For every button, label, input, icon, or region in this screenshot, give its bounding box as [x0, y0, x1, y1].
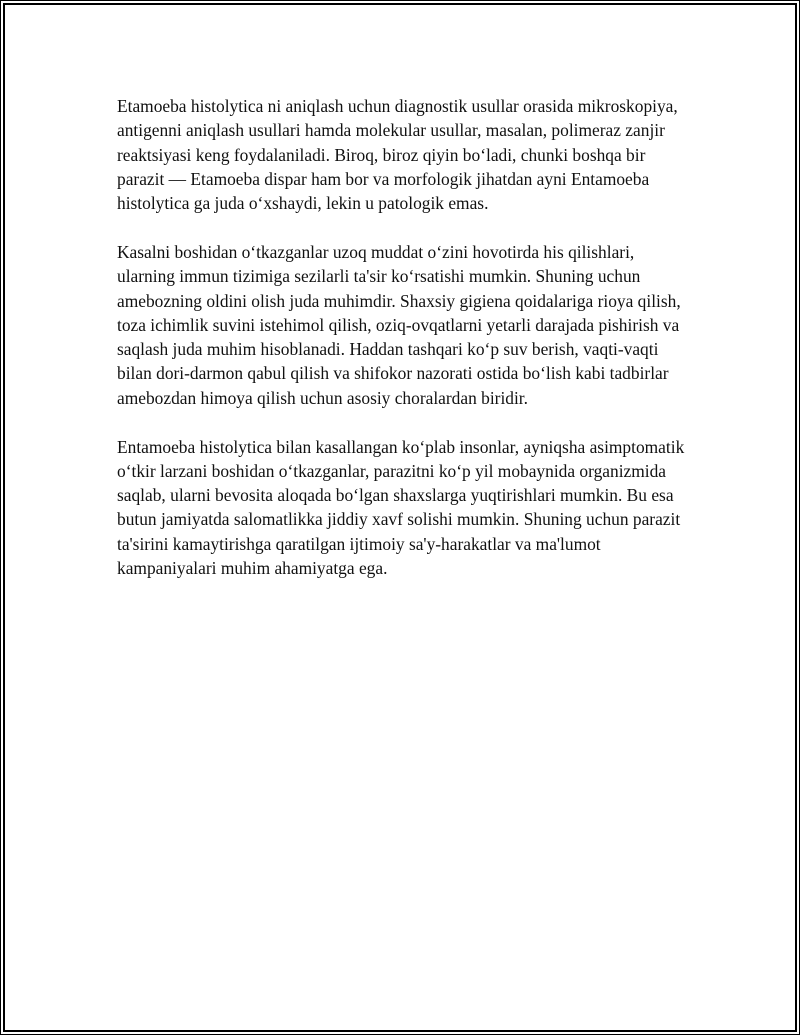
document-body — [117, 94, 687, 605]
paragraph-public-health: Entamoeba histolytica bilan kasallangan koʻplab insonlar, ayniqsha asimptomatik oʻtkir larzani boshidan oʻtkazganlar, parazitni koʻp yil mobaynida organizmida saqlab, ularni bevosita aloqada boʻlgan shaxslarga yuqtirishlari mumkin. Bu esa butun jamiyatda salomatlikka jiddiy xavf solishi mumkin. Shuning uchun parazit ta'sirini kamaytirishga qaratilgan ijtimoiy sa'y-harakatlar va ma'lumot kampaniyalari muhim ahamiyatga ega. — [117, 436, 685, 579]
paragraph-diagnostics: Etamoeba histolytica ni aniqlash uchun diagnostik usullar orasida mikroskopiya, antigenni aniqlash usullari hamda molekular usullar, masalan, polimeraz zanjir reaktsiyasi keng foydalaniladi. Biroq, biroz qiyin boʻladi, chunki boshqa bir parazit — Etamoeba dispar ham bor va morfologik jihatdan ayni Entamoeba histolytica ga juda oʻxshaydi, lekin u patologik emas. — [117, 96, 678, 214]
paragraph-prevention: Kasalni boshidan oʻtkazganlar uzoq muddat oʻzini hovotirda his qilishlari, ularning immun tizimiga sezilarli ta'sir koʻrsatishi mumkin. Shuning uchun amebozning oldini olish juda muhimdir. Shaxsiy gigiena qoidalariga rioya qilish, toza ichimlik suvini istehimol qilish, oziq-ovqatlarni yetarli darajada pishirish va saqlash juda muhim hisoblanadi. Haddan tashqari koʻp suv berish, vaqti-vaqti bilan dori-darmon qabul qilish va shifokor nazorati ostida boʻlish kabi tadbirlar amebozdan himoya qilish uchun asosiy choralardan biridir. — [117, 241, 681, 408]
